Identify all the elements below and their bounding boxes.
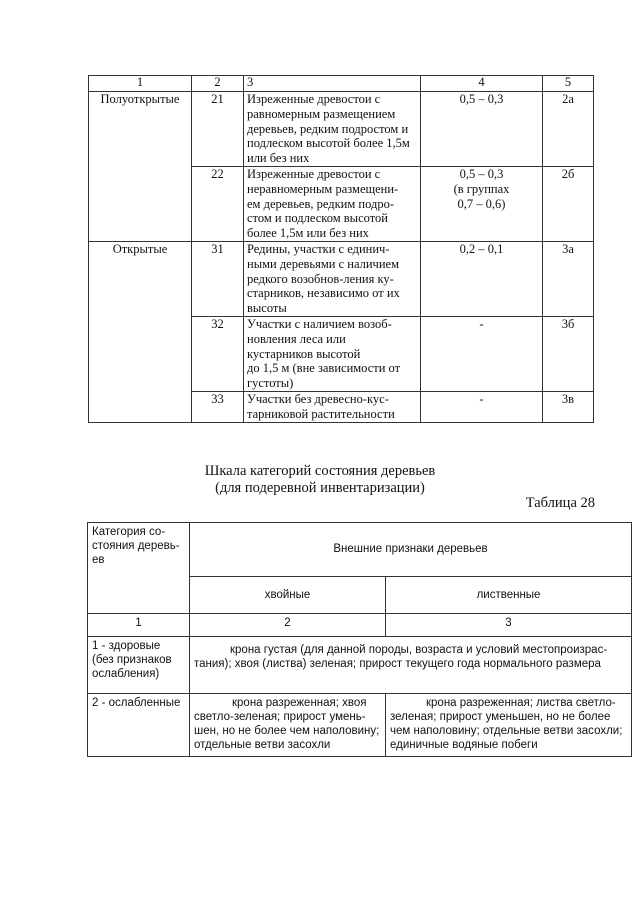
range-line: 0,5 – 0,3: [459, 92, 504, 106]
description-line: до 1,5 м (вне зависимости от: [247, 361, 401, 376]
description-cell: [244, 391, 421, 422]
description-cell: [244, 166, 421, 241]
class-value: 2б: [561, 166, 575, 181]
description-line: неравномерным размещени-: [247, 181, 399, 196]
class-value: 3а: [562, 241, 574, 256]
code-value: 22: [211, 166, 224, 181]
description-line: более 1,5м или без них: [247, 226, 369, 241]
table-number: Таблица 28: [525, 495, 595, 511]
description-line: ем деревьев, редким подро-: [247, 196, 394, 211]
class-cell: [543, 391, 594, 422]
header-label: 5: [564, 75, 572, 89]
header-row: [89, 76, 594, 92]
header-deciduous-cell: [386, 576, 632, 613]
description-line: высоты: [247, 301, 287, 316]
range-line: (в группах: [453, 181, 510, 196]
section-title: Шкала категорий состояния деревьев: [204, 463, 436, 479]
header-cell: [244, 76, 421, 92]
class-value: 3в: [561, 391, 575, 406]
header-cell: [543, 76, 594, 92]
category-label: Открытые: [112, 241, 168, 256]
description-line: деревьев, редким подростом и: [247, 121, 409, 136]
row2-deciduous: крона разреженная; листва светло-зеленая; прирост уменьшен, но не более чем наполовину; отдельные ветви засохли; единичные водяные побеги: [390, 697, 623, 751]
header-label: 2: [214, 75, 221, 89]
header-signs-cell: [190, 523, 632, 577]
class-cell: [543, 316, 594, 391]
num-row-2: [190, 614, 386, 637]
column-number-1: 1: [135, 617, 142, 629]
header-label: 4: [478, 75, 485, 89]
description-line: кустарников высотой: [247, 346, 361, 361]
code-value: 33: [211, 391, 224, 406]
code-cell: [192, 92, 244, 167]
code-cell: [192, 316, 244, 391]
num-row-1: [88, 614, 190, 637]
description-line: старников, независимо от их: [247, 286, 400, 301]
description-line: Редины, участки с единич-: [247, 241, 390, 256]
description-line: ными деревьями с наличием: [247, 256, 399, 271]
header-conifer: хвойные: [264, 588, 311, 601]
category-cell: [89, 92, 192, 242]
header-category-cell: [88, 523, 190, 614]
range-cell: [421, 241, 543, 316]
description-line: Участки с наличием возоб-: [247, 316, 392, 331]
class-value: 3б: [561, 316, 575, 331]
description-cell: [244, 92, 421, 167]
range-line: 0,7 – 0,6): [457, 196, 506, 211]
code-cell: [192, 391, 244, 422]
description-line: или без них: [247, 151, 310, 166]
class-value: 2а: [562, 92, 574, 106]
header-cell: [421, 76, 543, 92]
range-line: -: [479, 316, 484, 331]
tree-condition-table: [87, 522, 632, 757]
range-line: -: [479, 391, 484, 406]
row1-category: 1 - здоровые (без признаков ослабления): [92, 640, 172, 680]
category-cell: [89, 241, 192, 422]
category-label: Полуоткрытые: [100, 92, 180, 106]
description-cell: [244, 241, 421, 316]
row2-deciduous-cell: [386, 694, 632, 757]
range-line: 0,5 – 0,3: [459, 166, 504, 181]
range-cell: [421, 92, 543, 167]
section-subtitle: (для подеревной инвентаризации): [215, 480, 425, 496]
description-line: стом и подлеском высотой: [247, 211, 388, 226]
header-conifer-cell: [190, 576, 386, 613]
row1-text-cell: [190, 637, 632, 694]
description-line: густоты): [247, 376, 294, 391]
description-line: редкого возобнов-ления ку-: [247, 271, 394, 286]
num-row-3: [386, 614, 632, 637]
description-line: подлеском высотой более 1,5м: [247, 136, 410, 151]
row1-category-cell: [88, 637, 190, 694]
column-number-3: 3: [505, 617, 512, 629]
header-signs: Внешние признаки деревьев: [333, 543, 488, 556]
description-line: тарниковой растительности: [247, 406, 395, 421]
description-cell: [244, 316, 421, 391]
range-cell: [421, 316, 543, 391]
class-cell: [543, 166, 594, 241]
description-line: Изреженные древостои с: [247, 166, 381, 181]
header-cell: [192, 76, 244, 92]
range-cell: [421, 391, 543, 422]
cover-classification-table: [88, 75, 594, 423]
class-cell: [543, 241, 594, 316]
range-cell: [421, 166, 543, 241]
row2-category: 2 - ослабленные: [92, 697, 181, 709]
description-line: равномерным размещением: [247, 106, 396, 121]
header-label: 3: [247, 75, 254, 89]
code-value: 21: [211, 92, 224, 106]
column-number-2: 2: [284, 617, 291, 629]
row2-category-cell: [88, 694, 190, 757]
table-row: [89, 241, 594, 316]
table-row: [89, 92, 594, 167]
description-line: Участки без древесно-кус-: [247, 391, 389, 406]
header-deciduous: лиственные: [476, 588, 541, 601]
row2-conifer-cell: [190, 694, 386, 757]
code-cell: [192, 166, 244, 241]
code-value: 32: [211, 316, 224, 331]
code-cell: [192, 241, 244, 316]
header-cell: [89, 76, 192, 92]
header-label: 1: [136, 75, 144, 89]
code-value: 31: [211, 241, 224, 256]
row2-conifer: крона разреженная; хвоя светло-зеленая; прирост умень-шен, но не более чем наполовину; отдельные ветви засохли: [194, 697, 380, 751]
description-line: новления леса или: [247, 331, 346, 346]
range-line: 0,2 – 0,1: [459, 241, 504, 256]
row1-text: крона густая (для данной породы, возраста и условий местопроизрас-тания); хвоя (листва) зеленая; прирост текущего года нормального размера: [194, 644, 608, 670]
class-cell: [543, 92, 594, 167]
header-category: Категория со-стояния деревь-ев: [92, 526, 180, 566]
description-line: Изреженные древостои с: [247, 92, 381, 106]
